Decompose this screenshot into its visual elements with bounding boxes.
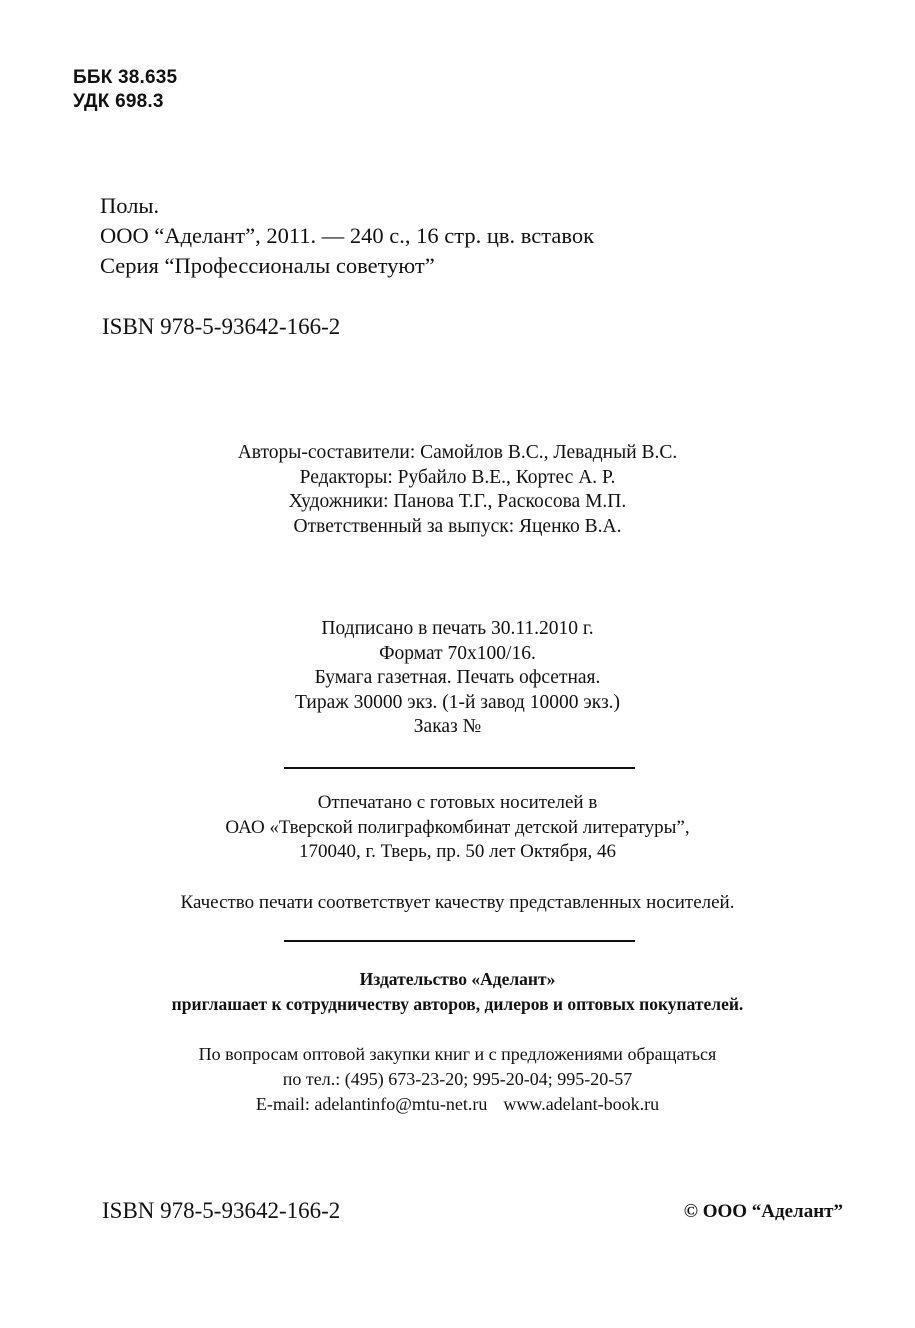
quality-note-text: Качество печати соответствует качеству представленных носителей. (180, 892, 735, 913)
bibliographic-description (100, 191, 594, 281)
isbn-top: ISBN 978-5-93642-166-2 (102, 314, 341, 339)
bbk-code: ББК 38.635 (73, 67, 178, 88)
format-line: Формат 70x100/16. (379, 642, 536, 664)
copyright: © ООО “Аделант” (683, 1201, 843, 1222)
artists-line: Художники: Панова Т.Г., Раскосова М.П. (288, 491, 627, 512)
udk-code: УДК 698.3 (73, 91, 164, 112)
publisher-invite (0, 967, 915, 1017)
printer-line-2: ОАО «Тверской полиграфкомбинат детской литературы”, (225, 816, 690, 838)
publisher-invite-text: приглашает к сотрудничеству авторов, дилеров и оптовых покупателей. (171, 994, 744, 1014)
publisher-line: ООО “Аделант”, 2011. — 240 с., 16 стр. цв. вставок (100, 223, 595, 248)
signed-line: Подписано в печать 30.11.2010 г. (321, 618, 594, 639)
printer-line-3: 170040, г. Тверь, пр. 50 лет Октября, 46 (298, 841, 617, 862)
responsible-line: Ответственный за выпуск: Яценко В.А. (293, 515, 622, 537)
contacts-phones: по тел.: (495) 673-23-20; 995-20-04; 995-20-57 (282, 1069, 633, 1089)
print-info-block (0, 617, 915, 740)
divider-bottom (284, 940, 635, 942)
contact-email[interactable]: E-mail: adelantinfo@mtu-net.ru (255, 1094, 488, 1114)
contacts-block (0, 1042, 915, 1117)
book-title: Полы. (100, 193, 160, 218)
divider-top (284, 767, 635, 769)
printer-line-1: Отпечатано с готовых носителей в (317, 792, 598, 813)
quality-note (0, 891, 915, 916)
editors-line: Редакторы: Рубайло В.Е., Кортес А. Р. (299, 466, 616, 488)
paper-line: Бумага газетная. Печать офсетная. (314, 667, 601, 688)
series-line: Серия “Профессионалы советуют” (100, 253, 435, 278)
classification-block (73, 66, 177, 114)
credits-block (0, 441, 915, 539)
authors-line: Авторы-составители: Самойлов В.С., Левадный В.С. (237, 442, 678, 463)
printer-block (0, 791, 915, 865)
isbn-bottom: ISBN 978-5-93642-166-2 (102, 1198, 341, 1223)
contacts-online (0, 1092, 915, 1117)
circulation-line: Тираж 30000 экз. (1-й завод 10000 экз.) (294, 691, 621, 713)
contact-website[interactable]: www.adelant-book.ru (503, 1094, 660, 1114)
order-line: Заказ № (413, 716, 482, 737)
publisher-name: Издательство «Аделант» (359, 969, 556, 989)
contacts-intro: По вопросам оптовой закупки книг и с предложениями обращаться (198, 1044, 717, 1064)
